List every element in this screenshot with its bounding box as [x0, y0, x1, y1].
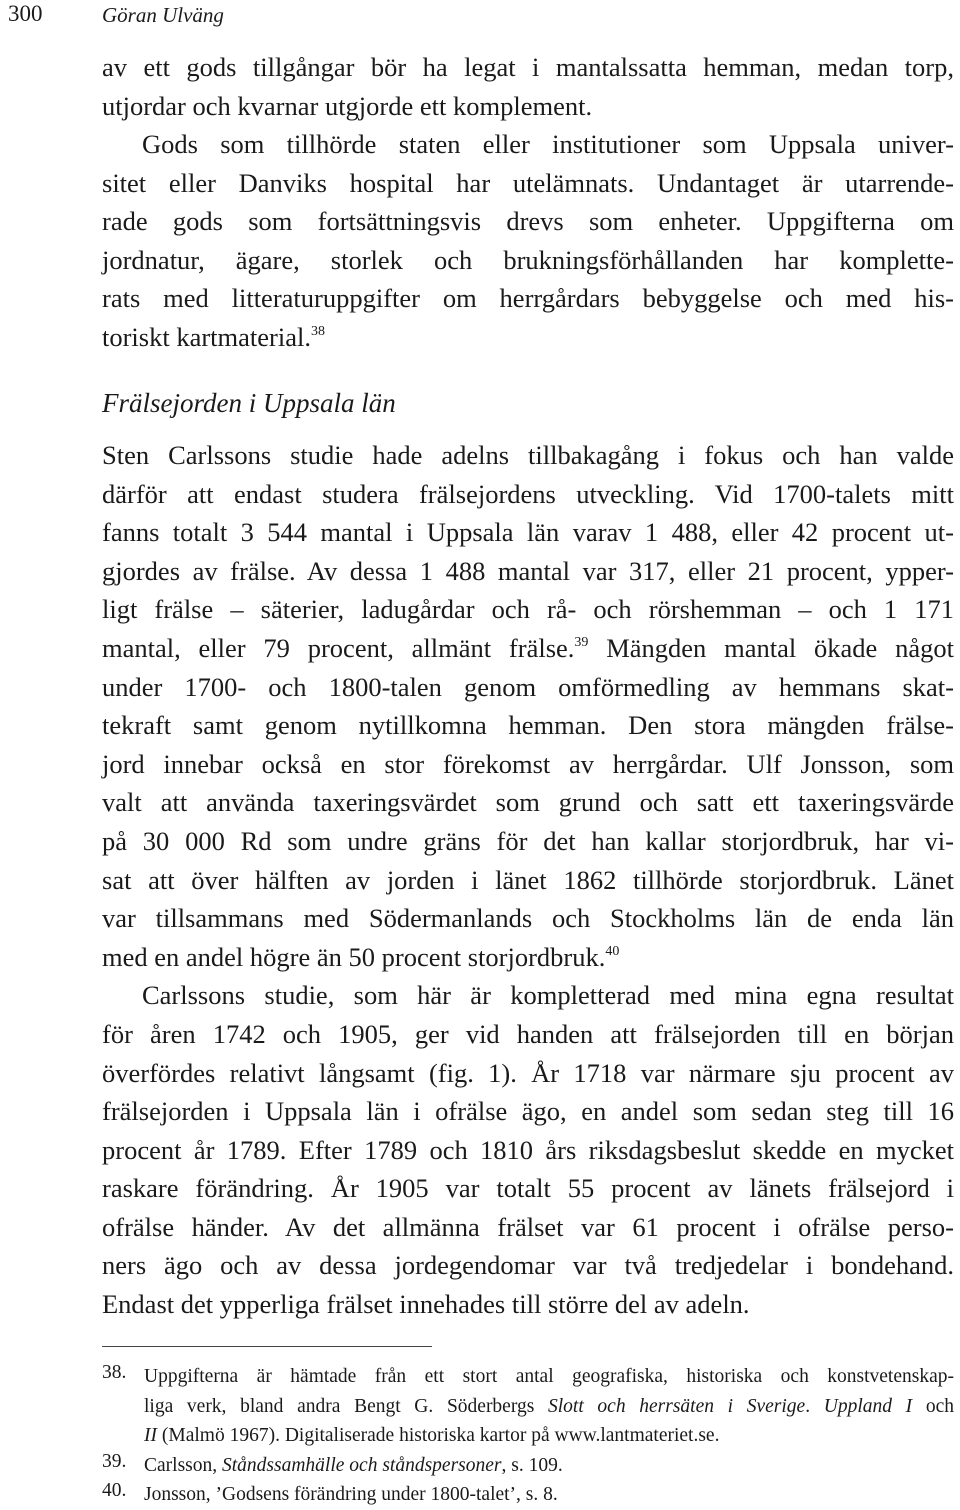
- text-line: sat att över hälften av jorden i länet 1862 tillhörde storjordbruk. Länet: [102, 864, 954, 895]
- text-line: på 30 000 Rd som undre gräns för det han kallar storjordbruk, har vi-: [102, 825, 954, 856]
- text-line: ofrälse händer. Av det allmänna frälset var 61 procent i ofrälse perso-: [102, 1211, 954, 1242]
- footnote-line: [144, 1451, 954, 1481]
- text-segment: mantal, eller 79 procent, allmänt frälse.: [102, 632, 575, 663]
- book-title: II: [144, 1425, 157, 1446]
- text-line: Endast det ypperliga frälset innehades till större del av adeln.: [102, 1289, 750, 1320]
- page-header: [0, 0, 960, 32]
- paragraph: [102, 125, 954, 356]
- footnote-number: 38.: [102, 1362, 127, 1383]
- footnote-ref[interactable]: 40: [605, 943, 620, 959]
- body-text: [102, 48, 954, 356]
- text-line: Sten Carlssons studie hade adelns tillbakagång i fokus och han valde: [102, 440, 954, 470]
- text-line: rats med litteraturuppgifter om herrgårdars bebyggelse och med his-: [102, 283, 954, 313]
- paragraph: [102, 976, 954, 1323]
- text-segment: med en andel högre än 50 procent storjordbruk.: [102, 941, 606, 972]
- footnotes: [102, 1362, 954, 1510]
- text-line: av ett gods tillgångar bör ha legat i mantalssatta hemman, medan torp,: [102, 52, 954, 82]
- text-line: utjordar och kvarnar utgjorde ett komplement.: [102, 90, 593, 121]
- text-line: under 1700- och 1800-talen genom omförmedling av hemmans skat-: [102, 671, 954, 702]
- text-line: jordnatur, ägare, storlek och brukningsförhållanden har komplette-: [102, 244, 954, 275]
- text-line: raskare förändring. År 1905 var totalt 55 procent av länets frälsejord i: [102, 1173, 954, 1204]
- footnote-line: [144, 1421, 954, 1451]
- section-body: [102, 436, 954, 1324]
- footnote-line: [144, 1392, 954, 1422]
- footnote-number: 39.: [102, 1450, 127, 1472]
- footnote-line: Uppgifterna är hämtade från ett stort antal geografiska, historiska och konstvetenskap-: [144, 1366, 954, 1387]
- text-segment: liga verk, bland andra Bengt G. Söderbergs: [144, 1395, 548, 1417]
- footnote-ref[interactable]: 38: [311, 323, 325, 339]
- text-segment: , s. 109.: [501, 1454, 563, 1476]
- text-line: gjordes av frälse. Av dessa 1 488 mantal var 317, eller 21 procent, ypper-: [102, 555, 954, 586]
- text-line: var tillsammans med Södermanlands och Stockholms län de enda län: [102, 903, 954, 934]
- text-segment: .: [805, 1395, 824, 1417]
- book-title: Uppland I: [823, 1395, 913, 1417]
- text-line: tekraft samt genom nytillkomna hemman. Den stora mängden frälse-: [102, 710, 954, 741]
- text-line: valt att använda taxeringsvärdet som grund och satt ett taxeringsvärde: [102, 787, 954, 818]
- text-line: procent år 1789. Efter 1789 och 1810 års riksdagsbeslut skedde en mycket: [102, 1134, 954, 1165]
- page-number: 300: [8, 1, 43, 26]
- text-line: sitet eller Danviks hospital har utelämnats. Undantaget är utarrende-: [102, 167, 954, 198]
- text-line: för åren 1742 och 1905, ger vid handen att frälsejorden till en början: [102, 1018, 954, 1049]
- text-line: Carlssons studie, som här är kompletterad med mina egna resultat: [142, 980, 954, 1011]
- footnote-39: [102, 1451, 954, 1481]
- footnote-line: Jonsson, ’Godsens förändring under 1800-talet’, s. 8.: [144, 1484, 558, 1505]
- text-line: rade gods som fortsättningsvis drevs som enheter. Uppgifterna om: [102, 206, 954, 236]
- text-segment: Carlsson,: [144, 1454, 222, 1476]
- footnote-ref[interactable]: 39: [574, 634, 589, 650]
- text-segment: toriskt kartmaterial.: [102, 321, 311, 352]
- text-segment: Mängden mantal ökade något: [588, 632, 954, 663]
- footnote-divider: [102, 1346, 432, 1347]
- section-heading: Frälsejorden i Uppsala län: [102, 388, 396, 418]
- paragraph: [102, 436, 954, 976]
- text-segment: (Malmö 1967). Digitaliserade historiska kartor på www.lantmateriet.se.: [157, 1425, 720, 1446]
- paragraph: [102, 48, 954, 125]
- text-line: fanns totalt 3 544 mantal i Uppsala län varav 1 488, eller 42 procent ut-: [102, 517, 954, 548]
- book-title: Ståndssamhälle och ståndspersoner: [222, 1454, 502, 1476]
- text-line: Gods som tillhörde staten eller institutioner som Uppsala univer-: [142, 129, 954, 159]
- book-title: Slott och herrsäten i Sverige: [548, 1395, 806, 1417]
- text-line: överfördes relativt långsamt (fig. 1). År 1718 var närmare sju procent av: [102, 1057, 954, 1088]
- footnote-40: [102, 1480, 954, 1510]
- text-line: ners ägo och av dessa jordegendomar var två tredjedelar i bondehand.: [102, 1250, 954, 1281]
- text-line: [102, 629, 954, 668]
- text-segment: och: [912, 1395, 955, 1417]
- text-line: därför att endast studera frälsejordens utveckling. Vid 1700-talets mitt: [102, 478, 954, 509]
- footnote-number: 40.: [102, 1480, 127, 1501]
- text-line: frälsejorden i Uppsala län i ofrälse ägo, en andel som sedan steg till 16: [102, 1096, 954, 1127]
- text-line: [102, 938, 954, 977]
- text-line: [102, 318, 954, 357]
- text-line: ligt frälse – säterier, ladugårdar och rå- och rörshemman – och 1 171: [102, 594, 954, 625]
- running-head-author: Göran Ulväng: [102, 3, 224, 27]
- text-line: jord innebar också en stor förekomst av herrgårdar. Ulf Jonsson, som: [102, 748, 954, 779]
- footnote-38: [102, 1362, 954, 1451]
